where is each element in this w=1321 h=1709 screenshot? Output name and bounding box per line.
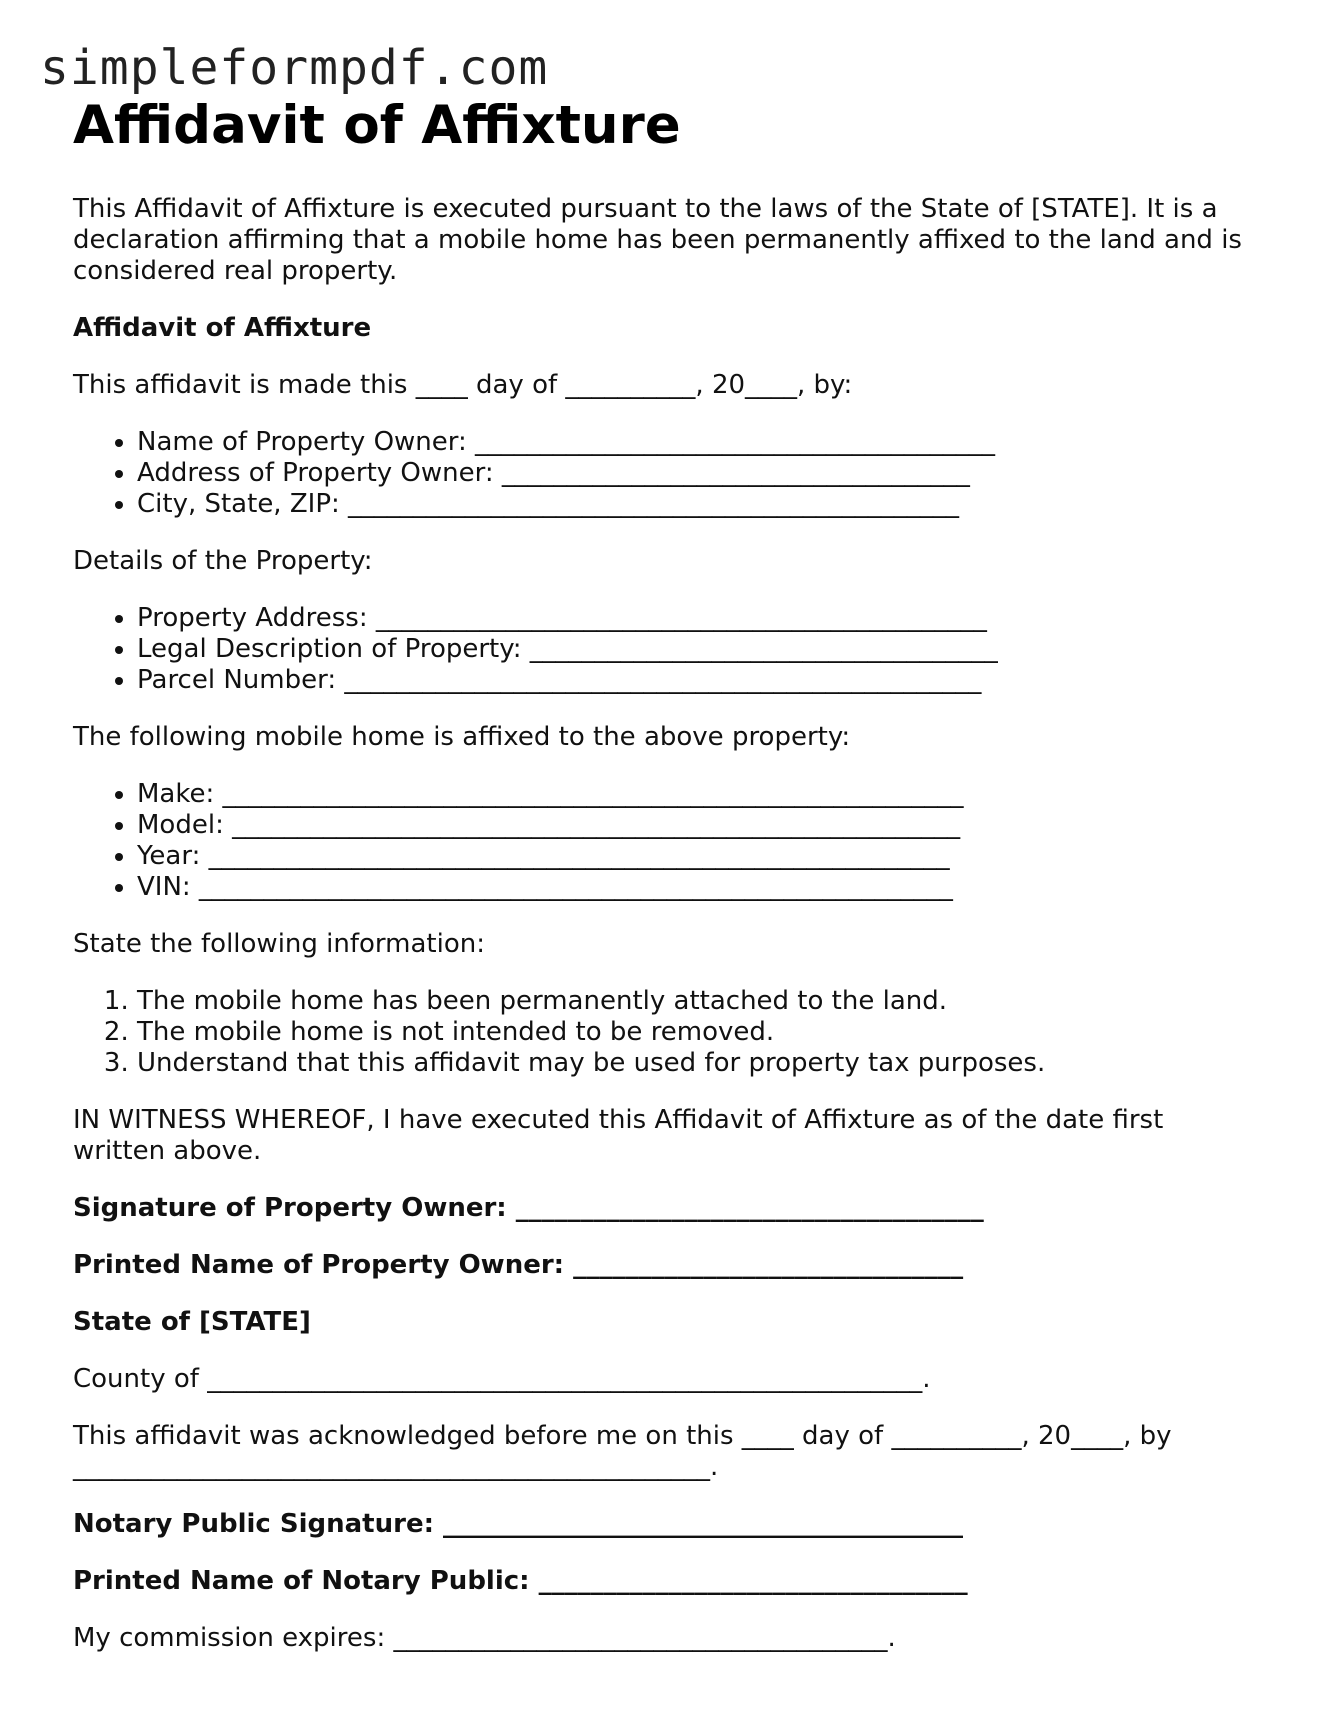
section-heading: Affidavit of Affixture	[73, 312, 372, 343]
intro-paragraph: This Affidavit of Affixture is executed pursuant to the laws of the State of [STATE]. It is a declaration affirming that a mobile home has been permanently affixed to the land and is considered real property.	[73, 193, 1242, 286]
home-fields-list	[73, 779, 1253, 903]
parcel-number-field[interactable]: • Parcel Number: _________________________________________________	[137, 665, 1253, 696]
legal-description-field[interactable]: • Legal Description of Property: ____________________________________	[137, 634, 1253, 665]
property-heading: Details of the Property:	[73, 545, 373, 576]
owner-printed-name-field[interactable]: Printed Name of Property Owner: ______________________________	[73, 1249, 964, 1280]
owner-city-field[interactable]: • City, State, ZIP: _______________________________________________	[137, 489, 1253, 520]
statement-item: 2. The mobile home is not intended to be removed.	[137, 1017, 1253, 1048]
page-title: Affidavit of Affixture	[73, 95, 681, 156]
state-line: State of [STATE]	[73, 1306, 311, 1337]
owner-signature-field[interactable]: Signature of Property Owner: ____________________________________	[73, 1192, 984, 1223]
year-field[interactable]: • Year: _________________________________________________________	[137, 841, 1253, 872]
statement-item: 3. Understand that this affidavit may be used for property tax purposes.	[137, 1048, 1253, 1079]
property-fields-list	[73, 603, 1253, 696]
owner-address-field[interactable]: • Address of Property Owner: ____________________________________	[137, 458, 1253, 489]
notary-printed-name-field[interactable]: Printed Name of Notary Public: _________________________________	[73, 1565, 968, 1596]
property-address-field[interactable]: • Property Address: _______________________________________________	[137, 603, 1253, 634]
statements-list	[73, 986, 1253, 1079]
owner-name-field[interactable]: • Name of Property Owner: ________________________________________	[137, 427, 1253, 458]
watermark: simpleformpdf.com	[40, 40, 549, 96]
vin-field[interactable]: • VIN: __________________________________________________________	[137, 872, 1253, 903]
notary-signature-field[interactable]: Notary Public Signature: ________________________________________	[73, 1508, 964, 1539]
made-line: This affidavit is made this ____ day of __________, 20____, by:	[73, 369, 853, 400]
witness-paragraph: IN WITNESS WHEREOF, I have executed this Affidavit of Affixture as of the date first written above.	[73, 1104, 1164, 1166]
commission-expires-field[interactable]: My commission expires: ______________________________________.	[73, 1622, 896, 1653]
county-field[interactable]: County of _______________________________________________________.	[73, 1363, 931, 1394]
statements-heading: State the following information:	[73, 928, 485, 959]
home-heading: The following mobile home is affixed to the above property:	[73, 721, 851, 752]
document-body	[73, 96, 1253, 1654]
model-field[interactable]: • Model: ________________________________________________________	[137, 810, 1253, 841]
owner-fields-list	[73, 427, 1253, 520]
make-field[interactable]: • Make: _________________________________________________________	[137, 779, 1253, 810]
acknowledgment-paragraph[interactable]: This affidavit was acknowledged before me on this ____ day of __________, 20____, by _________________________________________________.	[73, 1420, 1172, 1482]
statement-item: 1. The mobile home has been permanently attached to the land.	[137, 986, 1253, 1017]
